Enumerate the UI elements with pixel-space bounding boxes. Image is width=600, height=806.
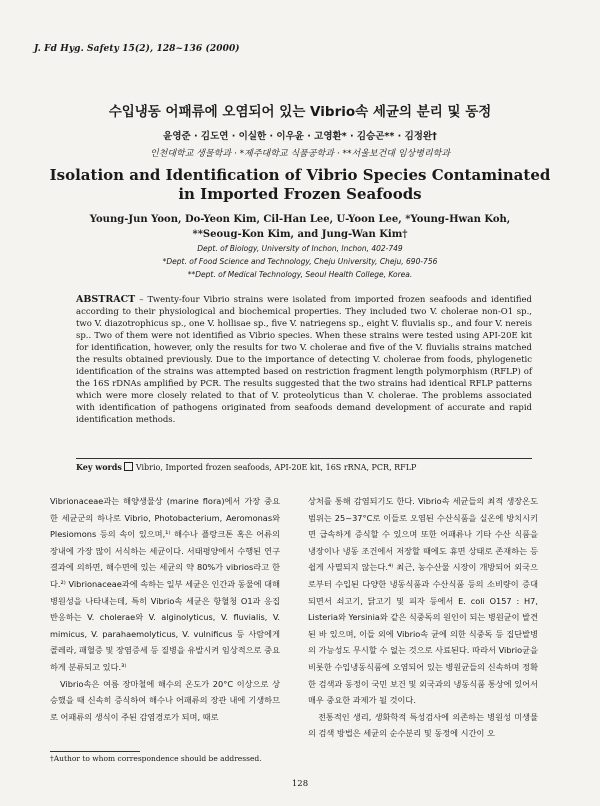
abstract-divider	[76, 458, 532, 459]
abstract-text: – Twenty-four Vibrio strains were isolated from imported frozen seafoods and identified according to their physiological and biochemical properties. They included two V. cholerae non-O1 sp., two V. diazotrophicus sp., one V. hollisae sp., five V. natriegens sp., eight V. fluvialis sp., and four V. nereis sp.. Two of them were not identified as Vibrio species. When these strains were tested using API-20E kit for identification, however, only the results for two V. cholerae and five of the V. fluvialis strains matched the results obtained previously. Due to the importance of detecting V. cholerae from foods, phylogenetic identification of the strains was attempted based on restriction fragment length polymorphism (RFLP) of the 16S rDNAs amplified by PCR. The results suggested that the two strains had identical RFLP patterns which were more closely related to that of V. proteolyticus than V. cholerae. The problems associated with identification of pathogens originated from seafoods demand development of accurate and rapid identification methods.	[76, 295, 532, 425]
body-column-right	[308, 493, 538, 742]
footnote: †Author to whom correspondence should be addressed.	[50, 754, 262, 763]
english-authors-line2: **Seoug-Kon Kim, and Jung-Wan Kim†	[192, 229, 408, 240]
body-column-left	[50, 493, 280, 725]
korean-title: 수입냉동 어패류에 오염되어 있는 Vibrio속 세균의 분리 및 동정	[108, 104, 492, 120]
body-paragraph: 상처를 통해 감염되기도 한다. Vibrio속 세균들의 최적 생장온도 범위는 25~37°C로 이들로 오염된 수산식품을 실온에 방치시키면 급속하게 증식할 수 있으며 또한 어패류나 기타 수산 식품을 냉장이나 냉동 조건에서 저장할 때에도 휴면 상태로 존재하는 등 쉽게 사멸되지 않는다.⁴⁾ 최근, 농수산물 시장이 개방되어 외국으로부터 수입된 다양한 냉동식품과 수산식품 등의 소비량이 증대되면서 쇠고기, 닭고기 및 피자 등에서 E. coli O157 : H7, Listeria와 Yersinia와 같은 식중독의 원인이 되는 병원균이 발견된 바 있으며, 이들 외에 Vibrio속 균에 의한 식중독 등 집단발병의 가능성도 무시할 수 없는 것으로 사료된다. 따라서 Vibrio균을 비롯한 수입냉동식품에 오염되어 있는 병원균들의 신속하며 정확한 검색과 동정이 국민 보건 및 외국과의 냉동식품 통상에 있어서 매우 중요한 과제가 될 것이다.	[308, 496, 538, 706]
english-authors	[0, 212, 600, 242]
keywords-label: Key words	[76, 462, 122, 472]
english-title	[0, 166, 600, 204]
keywords-text: Vibrio, Imported frozen seafoods, API-20E kit, 16S rRNA, PCR, RFLP	[135, 463, 417, 472]
english-affiliation-3: **Dept. of Medical Technology, Seoul Health College, Korea.	[187, 270, 413, 279]
keywords-box-icon	[124, 462, 133, 471]
english-title-line2: in Imported Frozen Seafoods	[178, 185, 422, 203]
body-paragraph: 전통적인 생리, 생화학적 특성검사에 의존하는 병원성 미생물의 검색 방법은 세균의 순수분리 및 동정에 시간이 오	[308, 711, 538, 739]
english-affiliation-2: *Dept. of Food Science and Technology, Cheju University, Cheju, 690-756	[162, 257, 438, 266]
korean-affiliations: 인천대학교 생물학과 · *제주대학교 식품공학과 · **서울보건대 임상병리학과	[149, 149, 451, 159]
page-number: 128	[291, 779, 309, 789]
keywords	[76, 462, 546, 472]
journal-citation: J. Fd Hyg. Safety 15(2), 128~136 (2000)	[34, 44, 240, 54]
english-title-line1: Isolation and Identification of Vibrio Species Contaminated	[49, 166, 551, 184]
abstract	[76, 294, 532, 426]
english-authors-line1: Young-Jun Yoon, Do-Yeon Kim, Cil-Han Lee, U-Yoon Lee, *Young-Hwan Koh,	[89, 214, 511, 225]
body-paragraph: Vibrionaceae과는 해양생물상 (marine flora)에서 가장 중요한 세균군의 하나로 Vibrio, Photobacterium, Aeromonas와 Plesiomons 등의 속이 있으며,¹⁾ 해수나 플랑크톤 혹은 어류의 장내에 가장 많이 서식하는 세균이다. 서태평양에서 수행된 연구결과에 의하면, 해수면에 있는 세균의 약 80%가 vibrios라고 한다.²⁾ Vibrionaceae과에 속하는 일부 세균은 인간과 동물에 대해 병원성을 나타내는데, 특히 Vibrio속 세균은 항혈청 O1과 응집 반응하는 V. cholerae와 V. alginolyticus, V. fluvialis, V. mimicus, V. parahaemolyticus, V. vulnificus 등 사람에게 콜레라, 패혈증 및 장염증세 등 질병을 유발시켜 임상적으로 중요하게 분류되고 있다.³⁾	[50, 496, 280, 672]
body-paragraph: Vibrio속은 여름 장마철에 해수의 온도가 20°C 이상으로 상승했을 때 신속히 증식하여 해수나 어패류의 장관 내에 기생하므로 어패류의 생식이 주된 감염경로가 되며, 때로	[50, 678, 280, 722]
footnote-divider	[50, 751, 140, 752]
korean-authors: 윤영준 · 김도연 · 이실한 · 이우윤 · 고영환* · 김승곤** · 김정완†	[163, 131, 437, 142]
abstract-label: ABSTRACT	[76, 294, 136, 305]
english-affiliation-1: Dept. of Biology, University of Inchon, Inchon, 402-749	[197, 244, 403, 253]
english-affiliations	[0, 242, 600, 281]
